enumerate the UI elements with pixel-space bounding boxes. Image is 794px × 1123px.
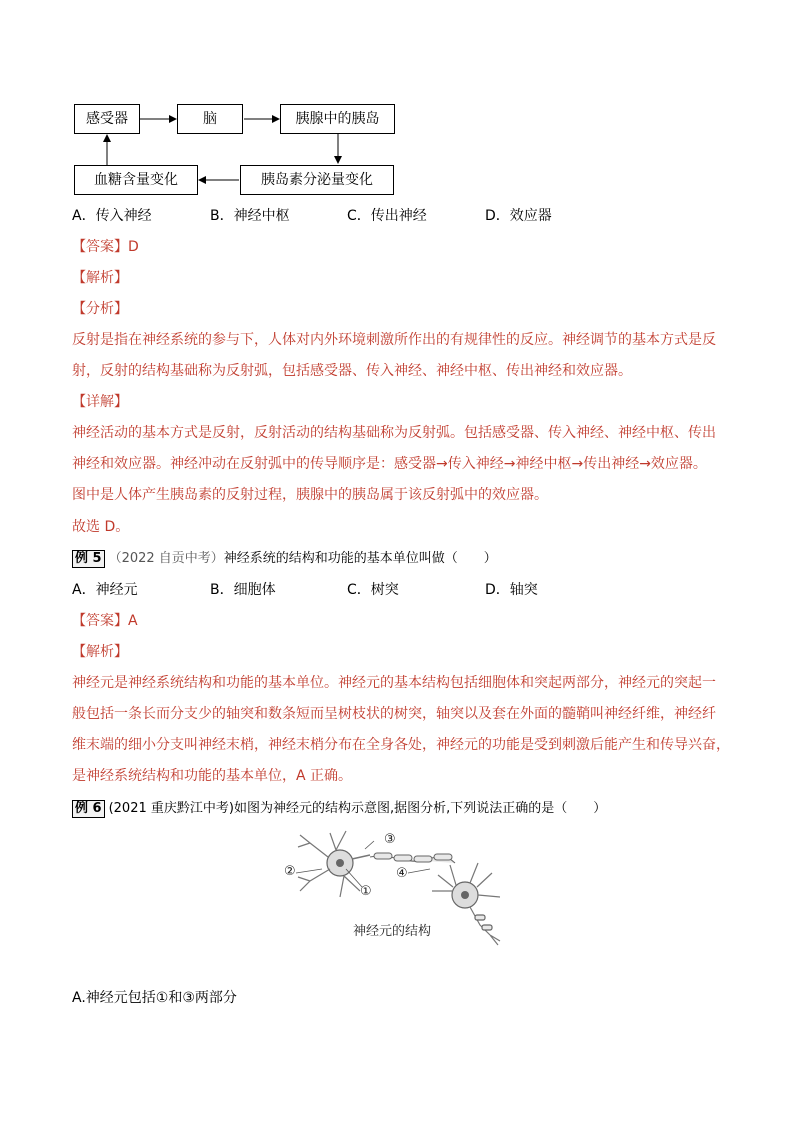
- q5-jiexi-line-3: 维末端的细小分支叫神经末梢，神经末梢分布在全身各处，神经元的功能是受到刺激后能产生和传导兴奋，: [72, 737, 730, 753]
- q6-stem: [72, 799, 606, 819]
- q4-answer-tag: 【答案】: [72, 239, 128, 255]
- q4-option-b: B．神经中枢: [210, 208, 290, 224]
- q5-question: 神经系统的结构和功能的基本单位叫做（ ）: [223, 551, 497, 566]
- q4-answer-value: D: [128, 239, 139, 255]
- q5-option-b: B．细胞体: [210, 582, 276, 598]
- q4-fenxi-text: [72, 325, 722, 387]
- q4-fenxi-line-2: 射，反射的结构基础称为反射弧，包括感受器、传入神经、神经中枢、传出神经和效应器。: [72, 363, 632, 379]
- q4-option-c: C．传出神经: [347, 208, 427, 224]
- q5-answer-value: A: [128, 613, 138, 629]
- q4-jiexi-tag: 【解析】: [72, 270, 128, 286]
- q4-conclusion: 故选 D。: [72, 519, 130, 535]
- q5-option-a: A．神经元: [72, 582, 138, 598]
- q4-option-a: A．传入神经: [72, 208, 152, 224]
- q6-question: (2021 重庆黔江中考)如图为神经元的结构示意图,据图分析,下列说法正确的是（ ）: [108, 801, 607, 816]
- q5-option-c: C．树突: [347, 582, 399, 598]
- q4-detail-line-1: 神经活动的基本方式是反射，反射活动的结构基础称为反射弧。包括感受器、传入神经、神经中枢、传出: [72, 425, 716, 441]
- flow-box-receptor: 感受器: [74, 104, 140, 134]
- q4-detail-line-2: 神经和效应器。神经冲动在反射弧中的传导顺序是：感受器→传入神经→神经中枢→传出神经→效应器。: [72, 456, 707, 472]
- q5-option-d: D．轴突: [485, 582, 538, 598]
- q4-fenxi-line-1: 反射是指在神经系统的参与下，人体对内外环境刺激所作出的有规律性的反应。神经调节的基本方式是反: [72, 332, 716, 348]
- figure-caption: 神经元的结构: [353, 924, 432, 939]
- q5-answer: [72, 611, 138, 631]
- neuron-axon: [370, 853, 455, 863]
- q5-jiexi-tag: 【解析】: [72, 644, 128, 660]
- q4-answer: [72, 237, 139, 257]
- q4-detail-tag: 【详解】: [72, 394, 128, 410]
- q5-label: 例 5: [72, 550, 105, 568]
- mark-2: ②: [284, 864, 296, 879]
- q5-jiexi-line-2: 般包括一条长而分支少的轴突和数条短而呈树枝状的树突，轴突以及套在外面的髓鞘叫神经纤维，神经纤: [72, 706, 716, 722]
- flow-box-insulin: 胰岛素分泌量变化: [240, 165, 394, 195]
- q5-stem: [72, 549, 497, 569]
- mark-1: ①: [360, 884, 372, 899]
- q4-detail-line-3: 图中是人体产生胰岛素的反射过程，胰腺中的胰岛属于该反射弧中的效应器。: [72, 487, 548, 503]
- q4-detail-text: [72, 418, 722, 511]
- q5-source: （2022 自贡中考）: [108, 551, 224, 566]
- q4-option-d: D．效应器: [485, 208, 552, 224]
- neuron-right: [432, 863, 500, 945]
- q4-fenxi-tag: 【分析】: [72, 301, 128, 317]
- q6-option-a: A.神经元包括①和③两部分: [72, 990, 237, 1006]
- q6-label: 例 6: [72, 800, 105, 818]
- flow-box-glucose: 血糖含量变化: [74, 165, 198, 195]
- mark-4: ④: [396, 866, 408, 881]
- flow-box-brain: 脑: [177, 104, 243, 134]
- q5-jiexi-line-4: 是神经系统结构和功能的基本单位，A 正确。: [72, 768, 353, 784]
- mark-3: ③: [384, 832, 396, 847]
- q5-jiexi-text: [72, 668, 730, 792]
- flow-box-islet: 胰腺中的胰岛: [280, 104, 395, 134]
- q5-jiexi-line-1: 神经元是神经系统结构和功能的基本单位。神经元的基本结构包括细胞体和突起两部分，神经元的突起一: [72, 675, 716, 691]
- q5-answer-tag: 【答案】: [72, 613, 128, 629]
